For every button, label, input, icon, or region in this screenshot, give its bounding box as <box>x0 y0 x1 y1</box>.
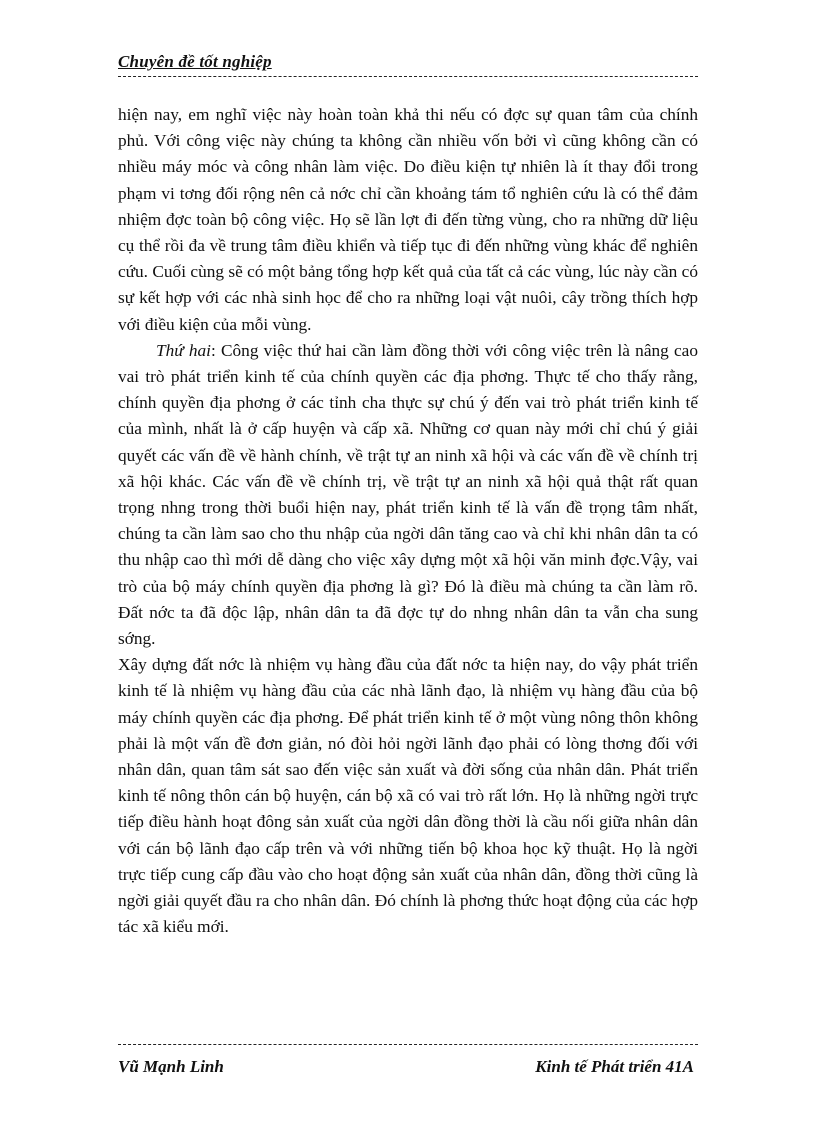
header-title: Chuyên đề tốt nghiệp <box>118 52 272 71</box>
document-body <box>118 102 698 941</box>
paragraph-3: Xây dựng đất nớc là nhiệm vụ hàng đầu của đất nớc ta hiện nay, do vậy phát triển kinh tế là nhiệm vụ hàng đầu của các nhà lãnh đạo, là nhiệm vụ hàng đầu của bộ máy chính quyền các địa phơng. Để phát triển kinh tế ở một vùng nông thôn không phải là một vấn đề đơn giản, nó đòi hỏi ngời lãnh đạo phải có lòng thơng đối với nhân dân, quan tâm sát sao đến việc sản xuất và đời sống của nhân dân. Phát triển kinh tế nông thôn cán bộ huyện, cán bộ xã có vai trò rất lớn. Họ là những ngời trực tiếp điều hành hoạt đông sản xuất của ngời dân đồng thời là cầu nối giữa nhân dân với cán bộ lãnh đạo cấp trên và với những tiến bộ khoa học kỹ thuật. Họ là ngời trực tiếp cung cấp đầu vào cho hoạt động sản xuất của nhân dân, đồng thời cũng là ngời giải quyết đầu ra cho nhân dân. Đó chính là phơng thức hoạt động của các hợp tác xã kiểu mới. <box>118 655 698 937</box>
paragraph-2 <box>118 338 698 652</box>
page-header <box>118 52 698 77</box>
page-footer <box>118 1044 698 1085</box>
paragraph-1: hiện nay, em nghĩ việc này hoàn toàn khả thi nếu có đợc sự quan tâm của chính phủ. Với công việc này chúng ta không cần nhiều vốn bởi vì cũng không cần có nhiều máy móc và công nhân làm việc. Do điều kiện tự nhiên là ít thay đổi trong phạm vi tơng đối rộng nên cả nớc chỉ cần khoảng tám tổ nghiên cứu là có thể đảm nhiệm đợc toàn bộ công việc. Họ sẽ lần lợt đi đến từng vùng, cho ra những dữ liệu cụ thể rồi đa về trung tâm điều khiển và tiếp tục đi đến những vùng khác để nghiên cứu. Cuối cùng sẽ có một bảng tổng hợp kết quả của tất cả các vùng, lúc này cần có sự kết hợp với các nhà sinh học để cho ra những loại vật nuôi, cây trồng thích hợp với điều kiện của mỗi vùng. <box>118 105 698 334</box>
paragraph-2-text: : Công việc thứ hai cần làm đồng thời với công việc trên là nâng cao vai trò phát triển kinh tế của chính quyền các địa phơng. Thực tế cho thấy rằng, chính quyền địa phơng ở các tỉnh cha thực sự chú ý đến vai trò phát triển kinh tế của mình, nhất là ở cấp huyện và cấp xã. Những cơ quan này mới chỉ chú ý giải quyết các vấn đề về hành chính, về trật tự an ninh xã hội và các vấn đề về chính trị xã hội khác. Các vấn đề về chính trị, về trật tự an ninh xã hội quả thật rất quan trọng nhng trong thời buổi hiện nay, phát triển kinh tế là vấn đề trọng tâm nhất, chúng ta cần làm sao cho thu nhập của ngời dân tăng cao và chỉ khi nhân dân ta có thu nhập cao thì mới dễ dàng cho việc xây dựng một xã hội văn minh đợc.Vậy, vai trò của bộ máy chính quyền địa phơng là gì? Đó là điều mà chúng ta cần làm rõ. Đất nớc ta đã độc lập, nhân dân ta đã đợc tự do nhng nhân dân ta vẫn cha sung sớng. <box>118 340 698 649</box>
footer-class: Kinh tế Phát triển 41A <box>535 1057 694 1076</box>
paragraph-2-lead: Thứ hai <box>156 340 211 360</box>
footer-author: Vũ Mạnh Linh <box>118 1057 224 1076</box>
